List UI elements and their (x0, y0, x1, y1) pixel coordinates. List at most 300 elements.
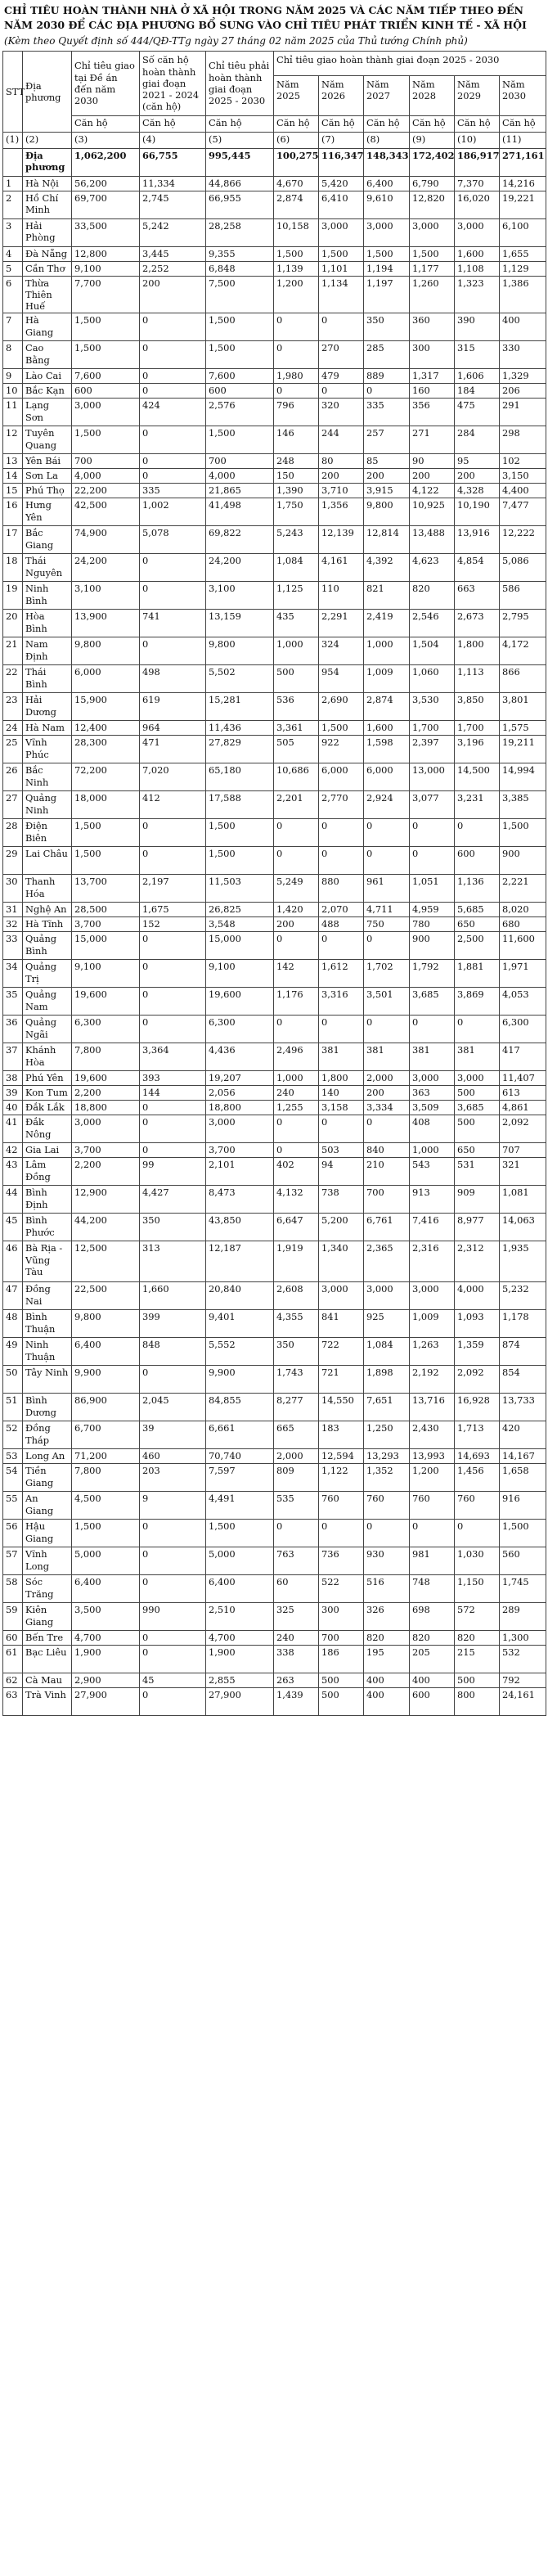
row-locality: Hải Phòng (23, 218, 72, 246)
row-value: 1,598 (364, 736, 410, 763)
row-value: 840 (364, 1143, 410, 1158)
row-stt: 56 (3, 1520, 23, 1547)
row-stt: 47 (3, 1282, 23, 1310)
row-value: 116,347 (319, 148, 364, 176)
row-locality: Phú Yên (23, 1071, 72, 1086)
row-value: 16,020 (455, 191, 500, 218)
row-value: 1,134 (319, 276, 364, 313)
row-value: 0 (140, 1575, 206, 1603)
table-row (3, 1186, 546, 1214)
row-value: 516 (364, 1575, 410, 1603)
row-value: 5,200 (319, 1214, 364, 1241)
row-value: 16,928 (455, 1394, 500, 1421)
row-value: 841 (319, 1310, 364, 1338)
row-stt: 14 (3, 469, 23, 484)
row-value: 11,600 (500, 932, 546, 960)
row-value: 930 (364, 1547, 410, 1575)
row-locality: Thái Bình (23, 665, 72, 693)
row-value: 2,312 (455, 1241, 500, 1282)
row-locality: Cà Mau (23, 1673, 72, 1688)
row-value: 613 (500, 1086, 546, 1101)
row-value: 12,800 (72, 246, 140, 261)
row-value: 195 (364, 1646, 410, 1673)
row-value: 12,139 (319, 526, 364, 554)
row-value: 325 (274, 1603, 319, 1631)
row-value: 3,316 (319, 988, 364, 1016)
row-value: 854 (500, 1366, 546, 1394)
row-value: 1,150 (455, 1575, 500, 1603)
table-row (3, 554, 546, 582)
row-value: 2,673 (455, 610, 500, 637)
row-value: 408 (410, 1115, 455, 1143)
row-value: 1,060 (410, 665, 455, 693)
row-value: 240 (274, 1631, 319, 1646)
row-value: 1,062,200 (72, 148, 140, 176)
row-value: 4,132 (274, 1186, 319, 1214)
row-value: 14,063 (500, 1214, 546, 1241)
row-value: 505 (274, 736, 319, 763)
row-value: 500 (455, 1673, 500, 1688)
row-value: 3,445 (140, 246, 206, 261)
row-value: 0 (364, 1016, 410, 1043)
row-value: 760 (455, 1492, 500, 1520)
row-value: 5,243 (274, 526, 319, 554)
row-value: 200 (364, 1086, 410, 1101)
table-row (3, 246, 546, 261)
row-value: 11,436 (206, 721, 274, 736)
row-locality: Quảng Ngãi (23, 1016, 72, 1043)
row-value: 1,194 (364, 261, 410, 276)
index-cell: (10) (455, 132, 500, 148)
row-value: 1,500 (72, 341, 140, 369)
row-value: 284 (455, 426, 500, 454)
table-row (3, 693, 546, 721)
row-value: 6,400 (72, 1338, 140, 1366)
row-value: 4,700 (72, 1631, 140, 1646)
row-value: 95 (455, 454, 500, 469)
row-value: 0 (319, 847, 364, 875)
row-value: 1,200 (274, 276, 319, 313)
row-value: 26,825 (206, 903, 274, 917)
row-value: 722 (319, 1338, 364, 1366)
row-value: 0 (364, 1520, 410, 1547)
row-value: 4,700 (206, 1631, 274, 1646)
row-value: 71,200 (72, 1449, 140, 1464)
unit-cell: Căn hộ (274, 115, 319, 132)
row-stt: 40 (3, 1101, 23, 1115)
row-stt: 5 (3, 261, 23, 276)
row-value: 3,530 (410, 693, 455, 721)
table-row (3, 637, 546, 665)
row-value: 543 (410, 1158, 455, 1186)
row-value: 69,822 (206, 526, 274, 554)
row-value: 721 (319, 1366, 364, 1394)
row-stt: 50 (3, 1366, 23, 1394)
row-value: 1,750 (274, 498, 319, 526)
unit-cell: Căn hộ (410, 115, 455, 132)
row-value: 619 (140, 693, 206, 721)
row-value: 820 (410, 582, 455, 610)
row-locality: Long An (23, 1449, 72, 1464)
row-value: 420 (500, 1421, 546, 1449)
row-value: 8,473 (206, 1186, 274, 1214)
row-stt: 4 (3, 246, 23, 261)
row-value: 796 (274, 399, 319, 426)
row-value: 1,660 (140, 1282, 206, 1310)
row-value: 2,690 (319, 693, 364, 721)
row-value: 1,500 (274, 246, 319, 261)
header-completed-2021-2024: Số căn hộ hoàn thành giai đoạn 2021 - 2024 (căn hộ) (140, 52, 206, 115)
row-value: 1,658 (500, 1464, 546, 1492)
row-value: 3,000 (319, 1282, 364, 1310)
row-value: 8,977 (455, 1214, 500, 1241)
row-locality: Điện Biên (23, 819, 72, 847)
row-value: 11,407 (500, 1071, 546, 1086)
row-value: 0 (319, 1115, 364, 1143)
table-row (3, 1016, 546, 1043)
table-row (3, 1086, 546, 1101)
row-value: 9,355 (206, 246, 274, 261)
row-locality: Quảng Bình (23, 932, 72, 960)
row-locality: Bình Dương (23, 1394, 72, 1421)
row-stt: 12 (3, 426, 23, 454)
row-value: 338 (274, 1646, 319, 1673)
row-value: 1,881 (455, 960, 500, 988)
row-locality: Tuyên Quang (23, 426, 72, 454)
row-value: 9 (140, 1492, 206, 1520)
row-value: 700 (206, 454, 274, 469)
row-value: 780 (410, 917, 455, 932)
row-value: 1,136 (455, 875, 500, 903)
row-locality: Sơn La (23, 469, 72, 484)
row-value: 435 (274, 610, 319, 637)
row-value: 4,436 (206, 1043, 274, 1071)
row-value: 1,500 (206, 847, 274, 875)
row-stt: 6 (3, 276, 23, 313)
row-value: 3,700 (206, 1143, 274, 1158)
row-value: 4,670 (274, 176, 319, 191)
row-value: 7,500 (206, 276, 274, 313)
row-value: 750 (364, 917, 410, 932)
row-value: 6,300 (206, 1016, 274, 1043)
row-value: 285 (364, 341, 410, 369)
table-row (3, 1043, 546, 1071)
row-value: 99 (140, 1158, 206, 1186)
row-value: 3,685 (410, 988, 455, 1016)
row-value: 417 (500, 1043, 546, 1071)
row-value: 210 (364, 1158, 410, 1186)
row-value: 1,352 (364, 1464, 410, 1492)
row-stt: 7 (3, 313, 23, 341)
row-value: 1,606 (455, 369, 500, 384)
row-value: 1,919 (274, 1241, 319, 1282)
row-value: 12,900 (72, 1186, 140, 1214)
row-value: 1,655 (500, 246, 546, 261)
row-value: 9,800 (206, 637, 274, 665)
row-value: 2,608 (274, 1282, 319, 1310)
row-value: 66,955 (206, 191, 274, 218)
row-value: 500 (319, 1688, 364, 1716)
table-row (3, 1492, 546, 1520)
index-cell: (5) (206, 132, 274, 148)
row-value: 24,200 (206, 554, 274, 582)
row-value: 1,084 (274, 554, 319, 582)
row-value: 4,000 (206, 469, 274, 484)
row-value: 5,420 (319, 176, 364, 191)
row-value: 5,552 (206, 1338, 274, 1366)
row-locality: Vĩnh Phúc (23, 736, 72, 763)
row-value: 1,084 (364, 1338, 410, 1366)
table-row (3, 1338, 546, 1366)
table-row (3, 721, 546, 736)
table-row (3, 1310, 546, 1338)
row-value: 1,081 (500, 1186, 546, 1214)
table-row (3, 484, 546, 498)
row-value: 10,925 (410, 498, 455, 526)
row-locality: Nam Định (23, 637, 72, 665)
row-locality: Lâm Đồng (23, 1158, 72, 1186)
row-value: 1,009 (410, 1310, 455, 1338)
row-value: 400 (410, 1673, 455, 1688)
row-value: 4,122 (410, 484, 455, 498)
row-value: 6,400 (206, 1575, 274, 1603)
row-value: 0 (410, 1520, 455, 1547)
row-value: 300 (410, 341, 455, 369)
row-value: 820 (455, 1631, 500, 1646)
table-row (3, 819, 546, 847)
row-value: 760 (319, 1492, 364, 1520)
row-locality: Hà Tĩnh (23, 917, 72, 932)
row-value: 4,854 (455, 554, 500, 582)
row-value: 1,456 (455, 1464, 500, 1492)
row-value: 760 (364, 1492, 410, 1520)
row-locality: Thanh Hóa (23, 875, 72, 903)
row-value: 4,355 (274, 1310, 319, 1338)
row-value: 475 (455, 399, 500, 426)
row-stt: 34 (3, 960, 23, 988)
row-value: 6,100 (500, 218, 546, 246)
row-value: 0 (274, 313, 319, 341)
row-value: 5,242 (140, 218, 206, 246)
row-stt: 63 (3, 1688, 23, 1716)
row-value: 792 (500, 1673, 546, 1688)
row-value: 15,900 (72, 693, 140, 721)
row-value: 300 (319, 1603, 364, 1631)
row-value: 6,700 (72, 1421, 140, 1449)
row-value: 1,139 (274, 261, 319, 276)
row-value: 1,500 (72, 313, 140, 341)
table-row (3, 498, 546, 526)
row-value: 350 (274, 1338, 319, 1366)
row-value: 0 (274, 1143, 319, 1158)
row-locality: Kiên Giang (23, 1603, 72, 1631)
row-value: 244 (319, 426, 364, 454)
row-value: 900 (410, 932, 455, 960)
row-value: 2,045 (140, 1394, 206, 1421)
row-value: 9,610 (364, 191, 410, 218)
row-stt: 11 (3, 399, 23, 426)
row-value: 2,874 (364, 693, 410, 721)
row-value: 522 (319, 1575, 364, 1603)
row-value: 18,800 (72, 1101, 140, 1115)
row-value: 0 (364, 847, 410, 875)
header-year-2027: Năm 2027 (364, 75, 410, 115)
table-row (3, 1421, 546, 1449)
row-value: 2,546 (410, 610, 455, 637)
table-row (3, 399, 546, 426)
row-value: 2,000 (364, 1071, 410, 1086)
row-value: 0 (410, 847, 455, 875)
row-value: 1,317 (410, 369, 455, 384)
row-stt: 16 (3, 498, 23, 526)
row-value: 7,600 (206, 369, 274, 384)
row-value: 1,129 (500, 261, 546, 276)
table-row (3, 1115, 546, 1143)
row-value: 5,232 (500, 1282, 546, 1310)
row-value: 0 (140, 819, 206, 847)
row-value: 148,343 (364, 148, 410, 176)
row-value: 0 (319, 313, 364, 341)
row-locality: Quảng Nam (23, 988, 72, 1016)
row-value: 200 (455, 469, 500, 484)
row-value: 821 (364, 582, 410, 610)
row-value: 0 (140, 960, 206, 988)
row-value: 498 (140, 665, 206, 693)
row-value: 144 (140, 1086, 206, 1101)
row-value: 4,861 (500, 1101, 546, 1115)
row-value: 1,500 (206, 819, 274, 847)
row-value: 698 (410, 1603, 455, 1631)
row-value: 390 (455, 313, 500, 341)
table-row (3, 1214, 546, 1241)
row-value: 65,180 (206, 763, 274, 791)
row-value: 6,000 (364, 763, 410, 791)
row-value: 15,000 (206, 932, 274, 960)
row-value: 1,743 (274, 1366, 319, 1394)
row-value: 500 (274, 665, 319, 693)
header-year-2026: Năm 2026 (319, 75, 364, 115)
row-value: 2,092 (455, 1366, 500, 1394)
row-value: 1,093 (455, 1310, 500, 1338)
table-row (3, 1673, 546, 1688)
row-value: 2,510 (206, 1603, 274, 1631)
row-value: 1,500 (72, 426, 140, 454)
table-row (3, 1366, 546, 1394)
row-value: 298 (500, 426, 546, 454)
row-stt: 21 (3, 637, 23, 665)
row-locality: Hải Dương (23, 693, 72, 721)
row-value: 536 (274, 693, 319, 721)
row-value: 152 (140, 917, 206, 932)
table-row (3, 610, 546, 637)
table-row (3, 917, 546, 932)
row-value: 3,100 (206, 582, 274, 610)
row-value: 19,207 (206, 1071, 274, 1086)
row-value: 900 (500, 847, 546, 875)
row-value: 0 (140, 426, 206, 454)
row-locality: Đồng Nai (23, 1282, 72, 1310)
row-value: 1,122 (319, 1464, 364, 1492)
row-value: 2,070 (319, 903, 364, 917)
row-value: 3,500 (72, 1603, 140, 1631)
row-value: 7,020 (140, 763, 206, 791)
row-value: 412 (140, 791, 206, 819)
table-row (3, 454, 546, 469)
row-value: 42,500 (72, 498, 140, 526)
row-value: 0 (140, 341, 206, 369)
row-value: 17,588 (206, 791, 274, 819)
row-value: 3,000 (410, 1282, 455, 1310)
row-value: 0 (364, 1115, 410, 1143)
row-value: 2,192 (410, 1366, 455, 1394)
row-stt: 55 (3, 1492, 23, 1520)
row-value: 33,500 (72, 218, 140, 246)
row-value: 0 (319, 1016, 364, 1043)
row-value: 736 (319, 1547, 364, 1575)
table-row (3, 384, 546, 399)
row-value: 0 (140, 1688, 206, 1716)
row-value: 1,702 (364, 960, 410, 988)
table-row (3, 736, 546, 763)
row-value: 964 (140, 721, 206, 736)
index-cell: (8) (364, 132, 410, 148)
row-value: 600 (410, 1688, 455, 1716)
row-value: 18,000 (72, 791, 140, 819)
table-body (3, 148, 546, 1716)
row-value: 0 (140, 1631, 206, 1646)
row-value: 1,178 (500, 1310, 546, 1338)
row-value: 9,800 (72, 637, 140, 665)
row-value: 335 (364, 399, 410, 426)
row-value: 1,713 (455, 1421, 500, 1449)
unit-cell: Căn hộ (206, 115, 274, 132)
row-value: 13,716 (410, 1394, 455, 1421)
row-value: 0 (274, 384, 319, 399)
row-value: 4,959 (410, 903, 455, 917)
row-value: 200 (364, 469, 410, 484)
row-value: 7,800 (72, 1464, 140, 1492)
row-locality: Hồ Chí Minh (23, 191, 72, 218)
row-value: 0 (319, 819, 364, 847)
row-stt: 61 (3, 1646, 23, 1673)
row-value: 21,865 (206, 484, 274, 498)
row-locality: Tây Ninh (23, 1366, 72, 1394)
row-value: 535 (274, 1492, 319, 1520)
row-value: 84,855 (206, 1394, 274, 1421)
table-row (3, 1071, 546, 1086)
row-stt: 26 (3, 763, 23, 791)
row-value: 1,000 (410, 1143, 455, 1158)
row-value: 172,402 (410, 148, 455, 176)
row-value: 1,255 (274, 1101, 319, 1115)
row-value: 2,200 (72, 1086, 140, 1101)
row-value: 1,197 (364, 276, 410, 313)
table-row (3, 369, 546, 384)
row-value: 257 (364, 426, 410, 454)
row-value: 1,600 (364, 721, 410, 736)
header-locality: Địa phương (23, 52, 72, 132)
row-value: 2,101 (206, 1158, 274, 1186)
row-value: 13,159 (206, 610, 274, 637)
row-value: 663 (455, 582, 500, 610)
row-locality: Trà Vinh (23, 1688, 72, 1716)
row-value: 43,850 (206, 1214, 274, 1241)
row-locality: Gia Lai (23, 1143, 72, 1158)
row-stt: 2 (3, 191, 23, 218)
row-stt: 25 (3, 736, 23, 763)
row-locality: Lai Châu (23, 847, 72, 875)
row-value: 39 (140, 1421, 206, 1449)
